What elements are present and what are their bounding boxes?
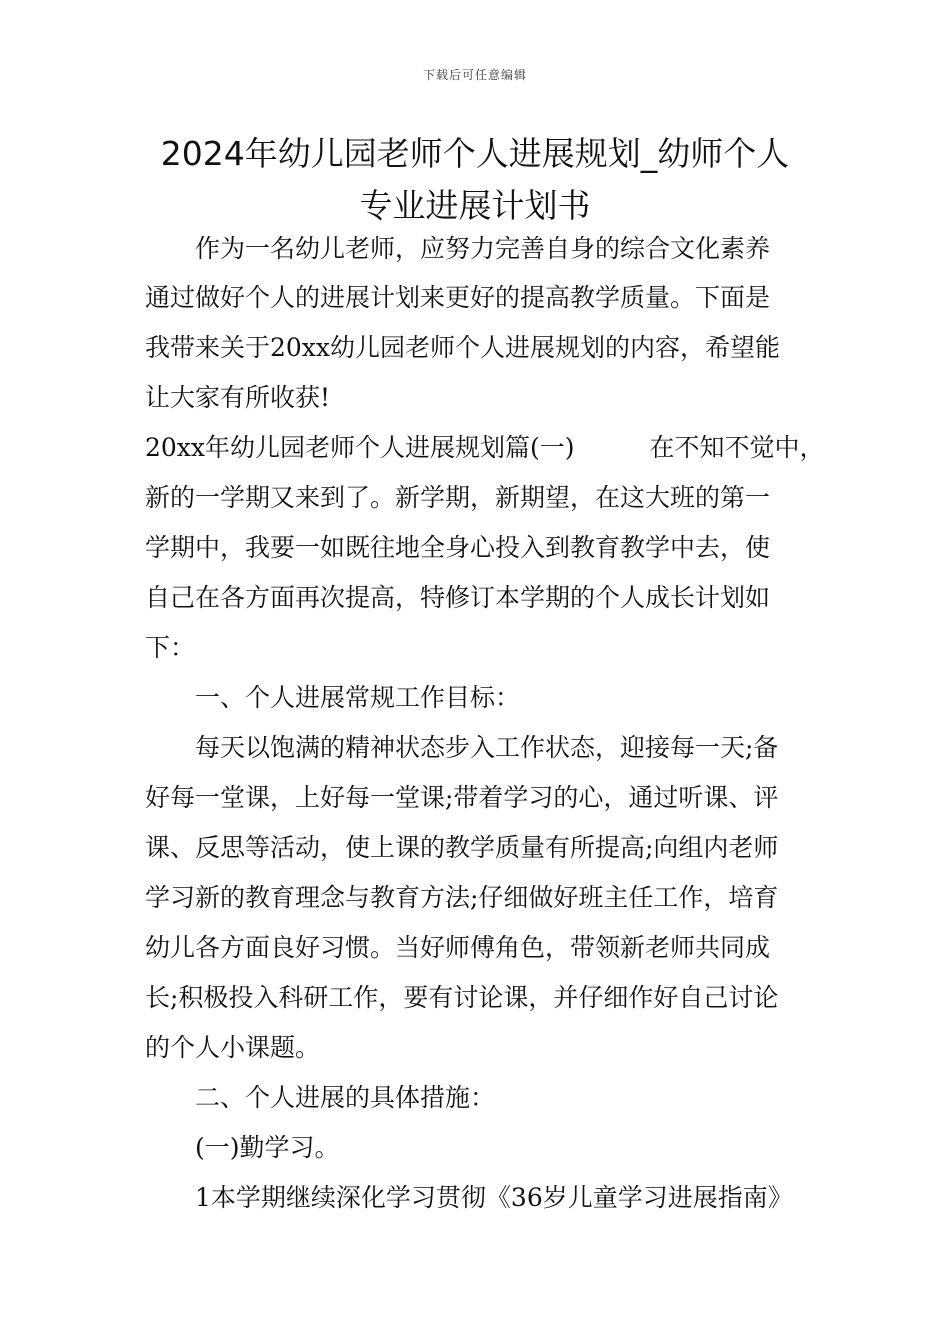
body-line: 20xx年幼儿园老师个人进展规划篇(一) 在不知不觉中， bbox=[145, 433, 825, 462]
body-line: 新的一学期又来到了。新学期，新期望，在这大班的第一 bbox=[145, 483, 771, 512]
title-line-1: 2024年幼儿园老师个人进展规划_幼师个人 bbox=[160, 134, 790, 173]
body-line: 让大家有所收获! bbox=[145, 383, 331, 412]
section-heading: 一、个人进展常规工作目标： bbox=[145, 683, 521, 712]
body-line: 学习新的教育理念与教育方法;仔细做好班主任工作，培育 bbox=[145, 883, 779, 912]
body-line: 幼儿各方面良好习惯。当好师傅角色，带领新老师共同成 bbox=[145, 933, 771, 962]
section-heading: 二、个人进展的具体措施： bbox=[145, 1083, 496, 1112]
body-line: 自己在各方面再次提高，特修订本学期的个人成长计划如 bbox=[145, 583, 771, 612]
body-line: 好每一堂课，上好每一堂课;带着学习的心，通过听课、评 bbox=[145, 783, 779, 812]
body-line: 作为一名幼儿老师，应努力完善自身的综合文化素养 bbox=[145, 234, 771, 263]
body-line: 长;积极投入科研工作，要有讨论课，并仔细作好自己讨论 bbox=[145, 983, 779, 1012]
title-line-2: 专业进展计划书 bbox=[359, 186, 591, 225]
body-line: 通过做好个人的进展计划来更好的提高教学质量。下面是 bbox=[145, 283, 771, 312]
body-line: 每天以饱满的精神状态步入工作状态，迎接每一天;备 bbox=[145, 733, 779, 762]
body-line: 1本学期继续深化学习贯彻《36岁儿童学习进展指南》 bbox=[145, 1183, 793, 1212]
body-line: 学期中，我要一如既往地全身心投入到教育教学中去，使 bbox=[145, 533, 771, 562]
body-line: 我带来关于20xx幼儿园老师个人进展规划的内容，希望能 bbox=[145, 333, 781, 362]
body-line: 课、反思等活动，使上课的教学质量有所提高;向组内老师 bbox=[145, 833, 779, 862]
subsection-heading: (一)勤学习。 bbox=[145, 1133, 340, 1162]
document-title bbox=[140, 128, 810, 232]
body-line: 下： bbox=[145, 633, 196, 662]
body-line: 的个人小课题。 bbox=[145, 1033, 321, 1062]
header-note: 下载后可任意编辑 bbox=[422, 68, 527, 82]
